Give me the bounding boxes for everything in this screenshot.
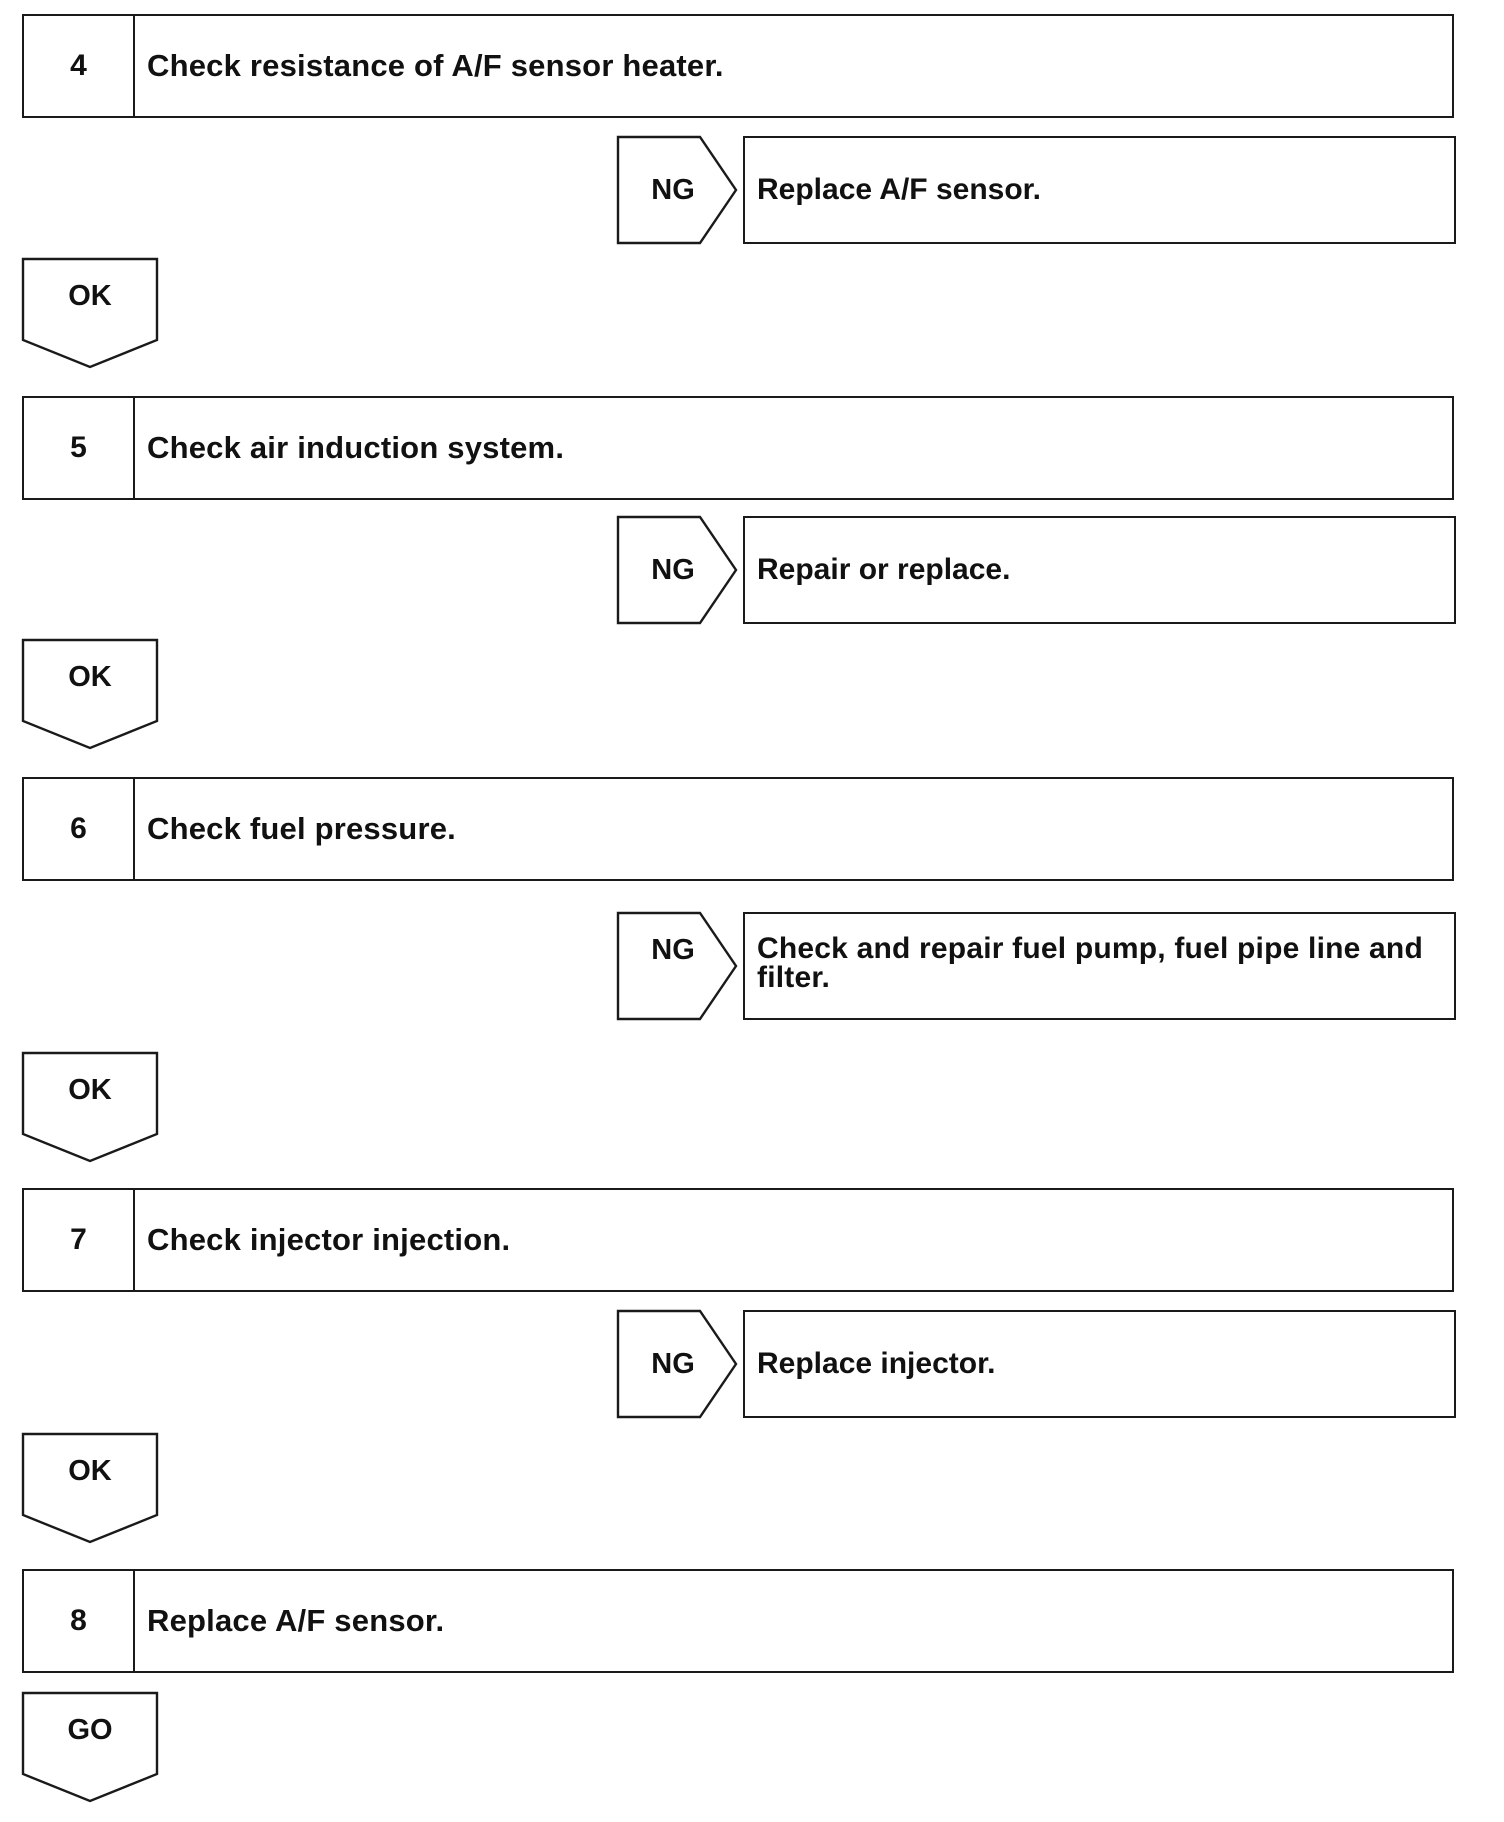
step-number: 6 [24, 779, 135, 879]
ng-branch-4 [617, 1310, 1456, 1418]
ok-arrow-shape [22, 258, 158, 368]
ng-action-line: filter. [757, 961, 831, 994]
ng-branch-1 [617, 136, 1456, 244]
ng-action-line: Check and repair fuel pump, fuel pipe line and [757, 932, 1423, 965]
step-description: Check injector injection. [147, 1222, 511, 1257]
ng-branch-3 [617, 912, 1456, 1020]
go-label: GO [67, 1714, 113, 1746]
ok-label: OK [68, 661, 112, 693]
step-7-box [22, 1188, 1454, 1292]
ng-action-box: Replace injector. [743, 1310, 1456, 1418]
step-description: Check resistance of A/F sensor heater. [147, 48, 724, 83]
ng-arrow [617, 1310, 737, 1418]
go-arrow [22, 1692, 158, 1802]
ng-label: NG [651, 1347, 695, 1380]
ng-label: NG [651, 934, 695, 966]
ng-action-box [743, 912, 1456, 1020]
ok-arrow-3 [22, 1052, 158, 1162]
ok-arrow-shape [22, 1433, 158, 1543]
step-6-box [22, 777, 1454, 881]
step-number: 5 [24, 398, 135, 498]
step-4-box [22, 14, 1454, 118]
ng-arrow [617, 136, 737, 244]
go-arrow-shape [22, 1692, 158, 1802]
ng-arrow [617, 912, 737, 1020]
step-description: Check air induction system. [147, 430, 565, 465]
step-8-box [22, 1569, 1454, 1673]
ok-arrow-shape [22, 1052, 158, 1162]
ok-label: OK [68, 280, 112, 312]
ng-action-box: Repair or replace. [743, 516, 1456, 624]
step-5-box [22, 396, 1454, 500]
step-number: 7 [24, 1190, 135, 1290]
ng-action-box: Replace A/F sensor. [743, 136, 1456, 244]
ok-arrow-shape [22, 639, 158, 749]
step-number: 8 [24, 1571, 135, 1671]
ok-label: OK [68, 1074, 112, 1106]
ok-label: OK [68, 1455, 112, 1487]
step-number: 4 [24, 16, 135, 116]
step-description: Replace A/F sensor. [147, 1603, 445, 1638]
ok-arrow-2 [22, 639, 158, 749]
step-description: Check fuel pressure. [147, 811, 456, 846]
ok-arrow-1 [22, 258, 158, 368]
ng-label: NG [651, 173, 695, 206]
ng-label: NG [651, 553, 695, 586]
ok-arrow-4 [22, 1433, 158, 1543]
ng-branch-2 [617, 516, 1456, 624]
ng-arrow [617, 516, 737, 624]
